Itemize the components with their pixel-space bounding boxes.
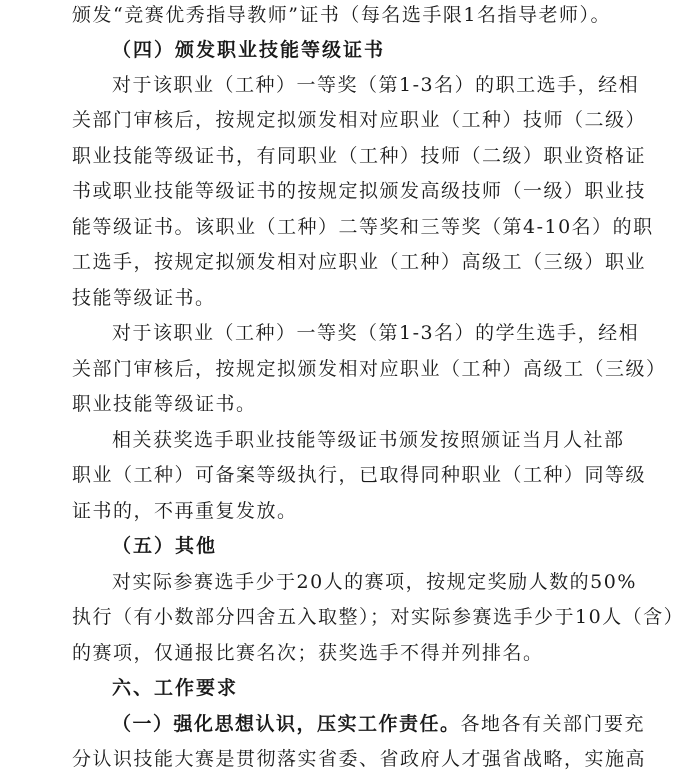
paragraph-line: 执行（有小数部分四舍五入取整）；对实际参赛选手少于10人（含） [72, 606, 685, 628]
paragraph-line: 对于该职业（工种）一等奖（第1-3名）的学生选手，经相 [112, 322, 640, 344]
paragraph-line: 技能等级证书。 [72, 287, 216, 309]
paragraph-line: 工选手，按规定拟颁发相对应职业（工种）高级工（三级）职业 [72, 251, 647, 273]
paragraph-line: 分认识技能大赛是贯彻落实省委、省政府人才强省战略，实施高 [72, 748, 647, 770]
paragraph-line: 职业技能等级证书。 [72, 393, 257, 415]
section-heading-four: （四）颁发职业技能等级证书 [112, 39, 386, 61]
paragraph-line: 颁发“竞赛优秀指导教师”证书（每名选手限1名指导老师）。 [72, 4, 612, 26]
paragraph-line: 对于该职业（工种）一等奖（第1-3名）的职工选手，经相 [112, 74, 640, 96]
paragraph-line [0, 707, 690, 741]
paragraph-line: 职业技能等级证书，有同职业（工种）技师（二级）职业资格证 [72, 145, 647, 167]
paragraph-line: 职业（工种）可备案等级执行，已取得同种职业（工种）同等级 [72, 464, 647, 486]
paragraph-line: 对实际参赛选手少于20人的赛项，按规定奖励人数的50% [112, 571, 637, 593]
paragraph-line: 书或职业技能等级证书的按规定拟颁发高级技师（一级）职业技 [72, 180, 647, 202]
paragraph-line: 能等级证书。该职业（工种）二等奖和三等奖（第4-10名）的职 [72, 216, 654, 238]
paragraph-line: 相关获奖选手职业技能等级证书颁发按照颁证当月人社部 [112, 429, 625, 451]
paragraph-line: 关部门审核后，按规定拟颁发相对应职业（工种）高级工（三级） [72, 358, 667, 380]
paragraph-line: 证书的，不再重复发放。 [72, 500, 298, 522]
paragraph-line: 的赛项，仅通报比赛名次；获奖选手不得并列排名。 [72, 642, 544, 664]
section-heading-six: 六、工作要求 [112, 677, 239, 699]
section-heading-five: （五）其他 [112, 535, 218, 557]
paragraph-line: 关部门审核后，按规定拟颁发相对应职业（工种）技师（二级） [72, 109, 647, 131]
bold-lead-phrase: （一）强化思想认识，压实工作责任。 [112, 713, 461, 735]
paragraph-text: 各地各有关部门要充 [460, 713, 646, 735]
